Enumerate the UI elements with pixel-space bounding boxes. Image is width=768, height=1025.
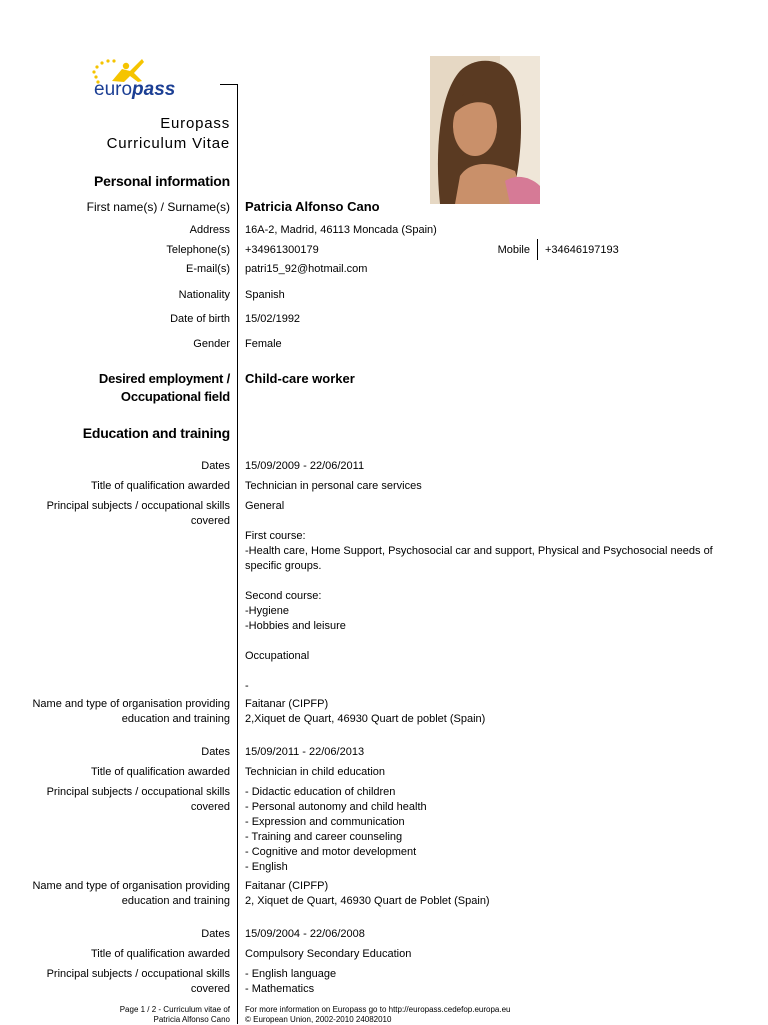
logo-text-pass: pass	[132, 79, 176, 100]
edu1-org	[245, 697, 485, 727]
edu1-subject-line: -	[245, 680, 249, 692]
footer-copyright: © European Union, 2002-2010 24082010	[245, 1015, 392, 1024]
edu3-subjects-label: Principal subjects / occupational skills covered	[46, 968, 230, 995]
mobile-divider	[537, 239, 538, 260]
section-education-training: Education and training	[82, 425, 230, 441]
gender-value: Female	[245, 338, 282, 350]
edu1-org-name: Faitanar (CIPFP)	[245, 698, 329, 710]
europass-logo	[84, 55, 184, 105]
cv-title	[107, 114, 230, 154]
email-label: E-mail(s)	[186, 263, 230, 275]
mobile-label: Mobile	[497, 244, 530, 256]
section-personal-information: Personal information	[93, 173, 230, 189]
edu3-subject-line: - English language	[245, 968, 337, 980]
edu1-subject-line	[245, 634, 715, 649]
mobile-value: +34646197193	[545, 244, 619, 256]
edu2-subjects-label: Principal subjects / occupational skills covered	[46, 786, 230, 813]
edu2-subject-line: - Didactic education of children	[245, 786, 396, 798]
edu1-subject-line: -Hobbies and leisure	[245, 620, 346, 632]
edu1-subject-line: General	[245, 500, 285, 512]
edu2-org-name: Faitanar (CIPFP)	[245, 880, 329, 892]
address-value: 16A-2, Madrid, 46113 Moncada (Spain)	[245, 224, 437, 236]
edu1-title-label: Title of qualification awarded	[90, 480, 230, 492]
edu3-subjects	[245, 967, 336, 997]
edu1-subject-line: First course:	[245, 530, 306, 542]
edu1-title: Technician in personal care services	[245, 480, 422, 492]
edu2-dates: 15/09/2011 - 22/06/2013	[245, 746, 365, 758]
footer-right	[245, 1005, 511, 1025]
edu3-title-label: Title of qualification awarded	[90, 948, 230, 960]
section-desired-employment: Desired employment / Occupational field	[98, 371, 230, 404]
cv-title-line1: Europass	[160, 115, 230, 132]
edu1-dates-label: Dates	[201, 460, 230, 472]
footer-left	[120, 1005, 230, 1025]
portrait-image	[430, 56, 540, 204]
edu2-org-label: Name and type of organisation providing education and training	[32, 880, 230, 907]
edu3-title: Compulsory Secondary Education	[245, 948, 412, 960]
edu3-dates: 15/09/2004 - 22/06/2008	[245, 928, 365, 940]
edu1-org-address: 2,Xiquet de Quart, 46930 Quart de poblet (Spain)	[245, 713, 486, 725]
edu1-subject-line: -Health care, Home Support, Psychosocial car and support, Physical and Psychosocial needs of specific groups.	[245, 545, 713, 572]
edu2-org-address: 2, Xiquet de Quart, 46930 Quart de Poblet (Spain)	[245, 895, 490, 907]
edu2-title: Technician in child education	[245, 766, 386, 778]
edu2-subject-line: - English	[245, 861, 288, 873]
dob-value: 15/02/1992	[245, 313, 301, 325]
edu1-subjects-label: Principal subjects / occupational skills covered	[46, 500, 230, 527]
edu1-subject-line	[245, 514, 715, 529]
vertical-divider	[237, 84, 238, 1024]
footer-info-link[interactable]: For more information on Europass go to http://europass.cedefop.europa.eu	[245, 1005, 511, 1014]
telephone-value: +34961300179	[245, 244, 319, 256]
edu1-subject-line: -Hygiene	[245, 605, 290, 617]
edu1-org-label: Name and type of organisation providing education and training	[32, 698, 230, 725]
edu2-subjects	[245, 785, 427, 875]
address-label: Address	[189, 224, 230, 236]
desired-employment-value: Child-care worker	[245, 371, 355, 386]
edu1-subject-line	[245, 664, 715, 679]
edu2-subject-line: - Personal autonomy and child health	[245, 801, 427, 813]
edu1-subjects	[245, 499, 715, 694]
dob-label: Date of birth	[170, 313, 230, 325]
name-label: First name(s) / Surname(s)	[86, 200, 230, 214]
edu2-subject-line: - Expression and communication	[245, 816, 405, 828]
edu1-dates: 15/09/2009 - 22/06/2011	[245, 460, 365, 472]
edu3-dates-label: Dates	[201, 928, 230, 940]
header-divider	[220, 84, 238, 85]
edu1-subject-line: Occupational	[245, 650, 310, 662]
telephone-label: Telephone(s)	[166, 244, 230, 256]
edu1-subject-line: Second course:	[245, 590, 322, 602]
edu2-subject-line: - Cognitive and motor development	[245, 846, 417, 858]
nationality-label: Nationality	[178, 289, 230, 301]
cv-title-line2: Curriculum Vitae	[106, 135, 230, 152]
footer-owner: Patricia Alfonso Cano	[153, 1015, 230, 1024]
footer-page-info: Page 1 / 2 - Curriculum vitae of	[119, 1005, 230, 1014]
gender-label: Gender	[193, 338, 230, 350]
edu3-subject-line: - Mathematics	[245, 983, 315, 995]
logo-text-euro: euro	[94, 79, 133, 100]
email-value[interactable]: patri15_92@hotmail.com	[245, 263, 368, 275]
edu1-subject-line	[245, 574, 715, 589]
edu2-org	[245, 879, 490, 909]
full-name: Patricia Alfonso Cano	[245, 199, 380, 214]
nationality-value: Spanish	[245, 289, 285, 301]
edu2-title-label: Title of qualification awarded	[90, 766, 230, 778]
profile-photo	[430, 56, 540, 204]
edu2-subject-line: - Training and career counseling	[245, 831, 403, 843]
edu2-dates-label: Dates	[201, 746, 230, 758]
